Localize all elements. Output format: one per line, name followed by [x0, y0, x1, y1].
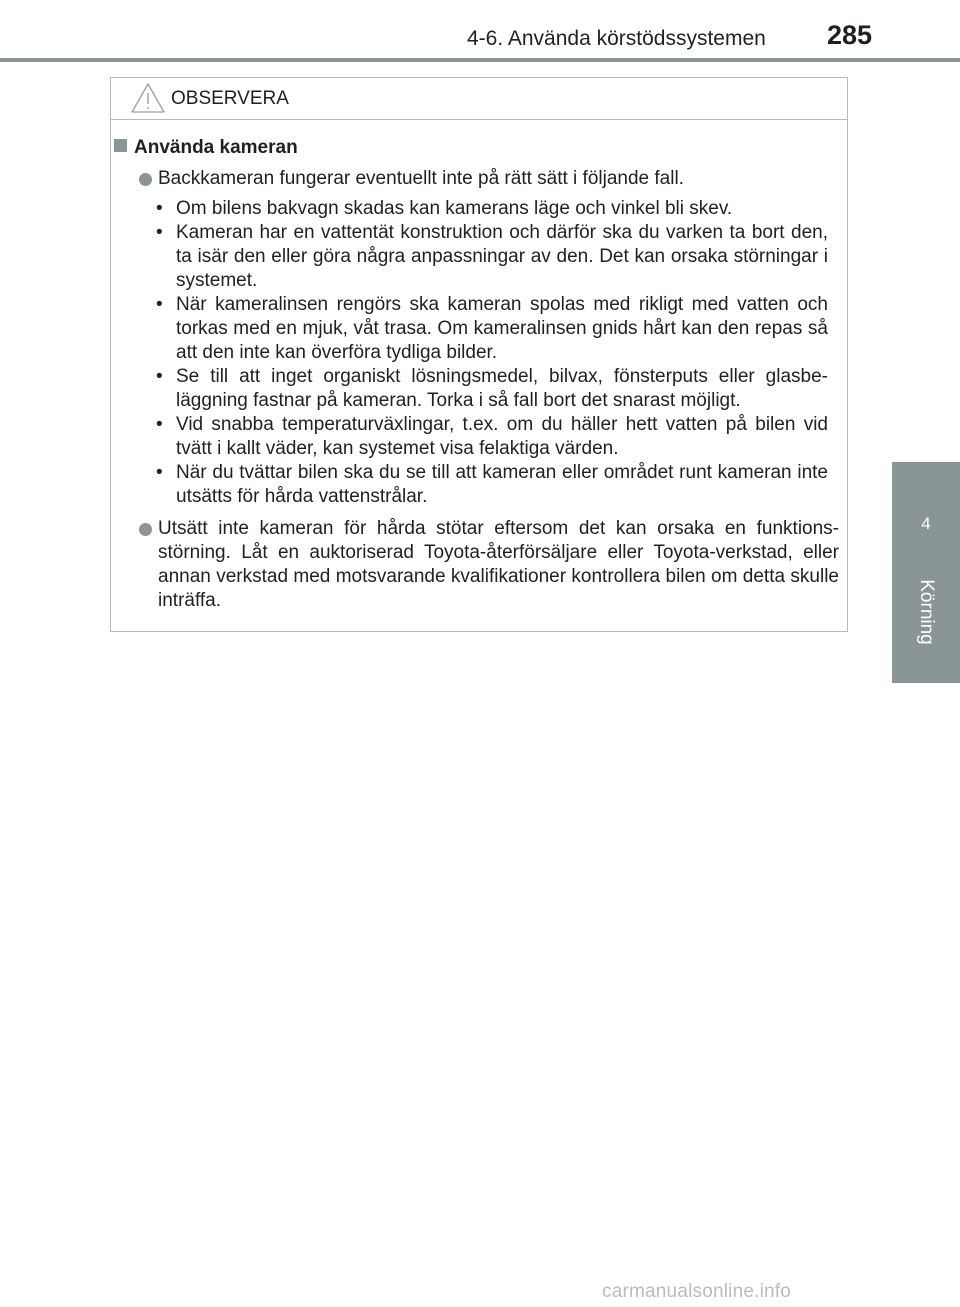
caution-label: OBSERVERA	[171, 88, 289, 109]
watermark: carmanualsonline.info	[602, 1281, 792, 1302]
chapter-tab	[892, 462, 960, 683]
list-item	[156, 365, 828, 413]
list-item	[156, 461, 828, 509]
list-item-text: Om bilens bakvagn skadas kan kamerans läge och vinkel bli skev.	[176, 198, 733, 219]
bullet-mark: •	[156, 414, 163, 435]
bullet-mark: •	[156, 198, 163, 219]
point-text: Utsätt inte kameran för hårda stötar eftersom det kan orsaka en funktionsstörning. Låt en auktoriserad Toyota-återförsäljare eller Toyota-verkstad, eller annan verkstad med motsvarande kvalifikationer kontrollera bilen om detta skulle inträffa.	[158, 518, 839, 611]
bullet-mark: •	[156, 294, 163, 315]
section-heading	[114, 137, 298, 159]
list-item-text: När du tvättar bilen ska du se till att kameran eller området runt kameran inte utsätts för hårda vattenstrålar.	[176, 462, 828, 507]
warning-triangle-icon	[130, 82, 166, 114]
chapter-label: Körning	[916, 579, 937, 645]
caution-header	[111, 78, 847, 120]
list-item	[156, 293, 828, 365]
bullet-mark: •	[156, 462, 163, 483]
circle-bullet-icon	[139, 523, 152, 536]
list-item	[156, 197, 828, 221]
point-item	[158, 167, 839, 191]
list-item	[156, 413, 828, 461]
section-heading-text: Använda kameran	[134, 137, 298, 158]
list-item	[156, 221, 828, 293]
list-item-text: När kameralinsen rengörs ska kameran spolas med rikligt med vatten och torkas med en mjuk, våt trasa. Om kameralinsen gnids hårt kan den repas så att den inte kan överföra tydliga bilder.	[176, 294, 828, 363]
point-item	[158, 517, 839, 613]
list-item-text: Se till att inget organiskt lösningsmedel, bilvax, fönsterputs eller glasbeläggning fastnar på kameran. Torka i så fall bort det snarast möjligt.	[176, 366, 828, 411]
circle-bullet-icon	[139, 173, 152, 186]
section-title: 4-6. Använda körstödssystemen	[467, 27, 766, 50]
list-item-text: Vid snabba temperaturväxlingar, t.ex. om du häller hett vatten på bilen vid tvätt i kallt väder, kan systemet visa felaktiga värden.	[176, 414, 828, 459]
chapter-number: 4	[921, 514, 931, 533]
bullet-mark: •	[156, 222, 163, 243]
square-bullet-icon	[114, 139, 127, 152]
page-number: 285	[827, 20, 873, 50]
bullet-mark: •	[156, 366, 163, 387]
header-rule	[0, 58, 960, 62]
sub-list	[156, 197, 828, 509]
caution-box	[110, 77, 848, 632]
point-text: Backkameran fungerar eventuellt inte på rätt sätt i följande fall.	[158, 168, 684, 189]
list-item-text: Kameran har en vattentät konstruktion och därför ska du varken ta bort den, ta isär den eller göra några anpassningar av den. Det kan orsaka störningar i systemet.	[176, 222, 828, 291]
